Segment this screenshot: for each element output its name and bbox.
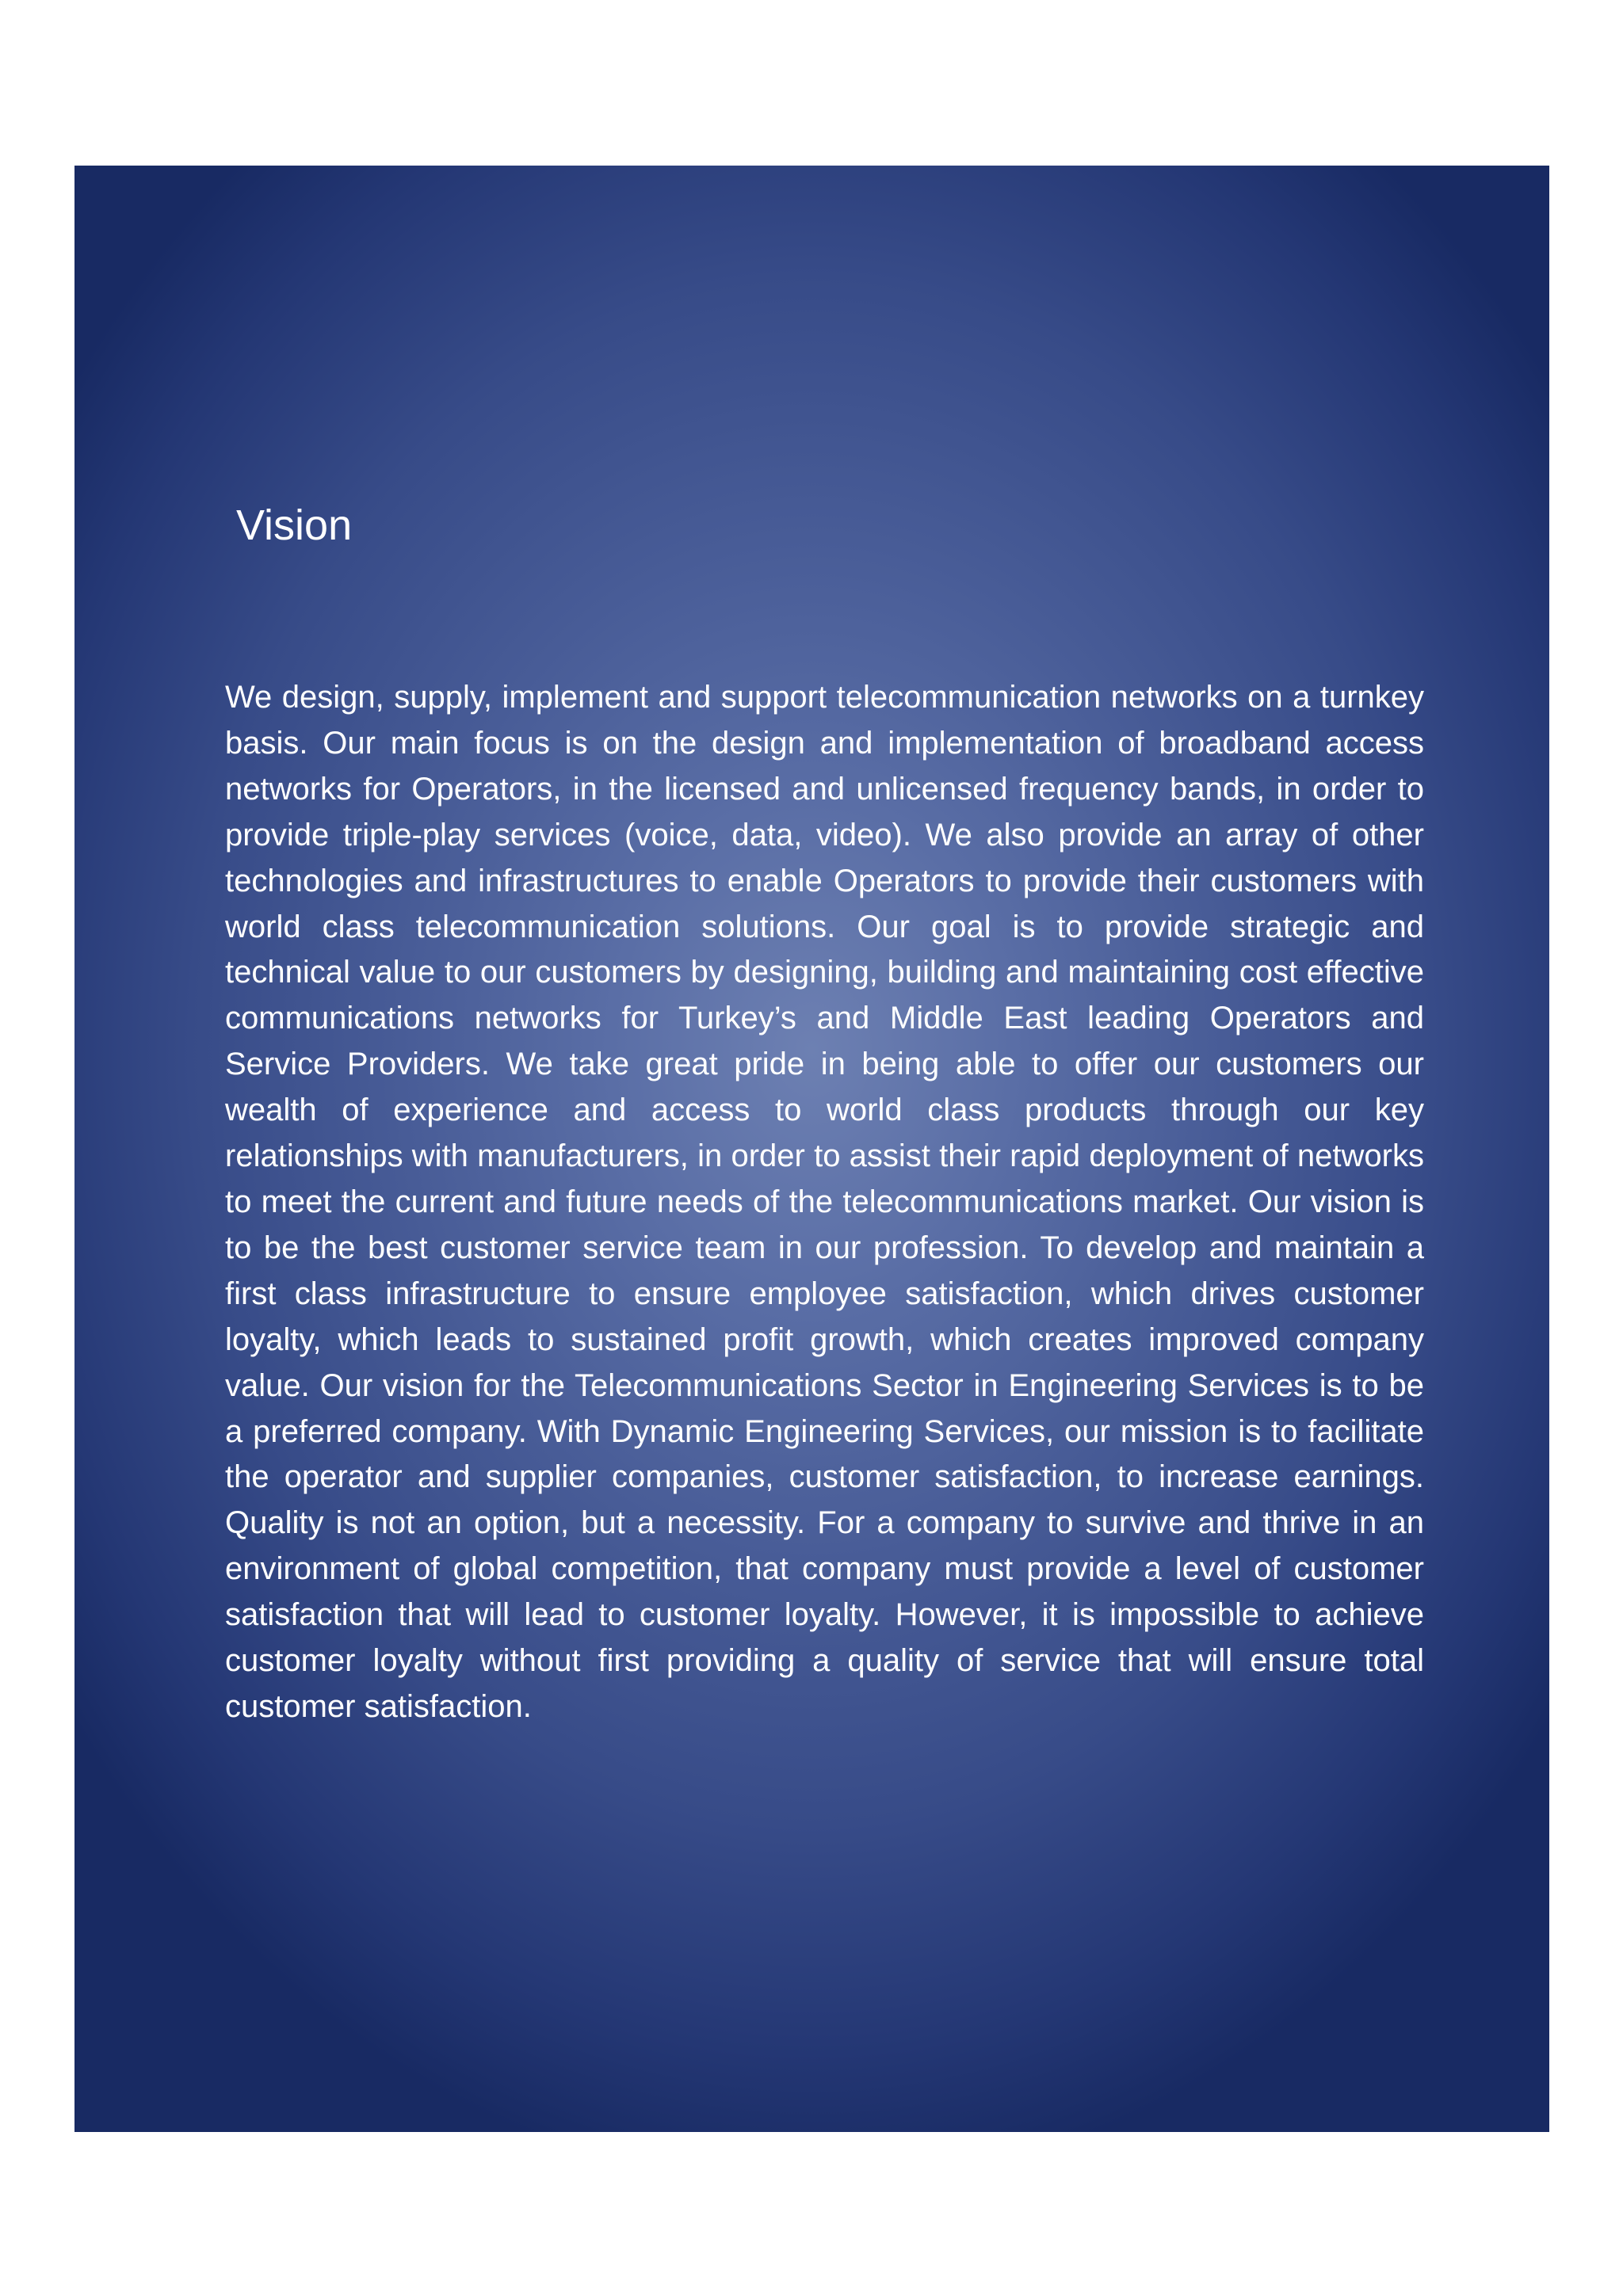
vision-body-text: We design, supply, implement and support telecommunication networks on a turnkey basis. Our main focus is on the design and implementation of broadband access networks for Operators, in the licensed and unlicensed frequency bands, in order to provide triple-play services (voice, data, video). We also provide an array of other technologies and infrastructures to enable Operators to provide their customers with world class telecommunication solutions. Our goal is to provide strategic and technical value to our customers by designing, building and maintaining cost effective communications networks for Turkey’s and Middle East leading Operators and Service Providers. We take great pride in being able to offer our customers our wealth of experience and access to world class products through our key relationships with manufacturers, in order to assist their rapid deployment of networks to meet the current and future needs of the telecommunications market. Our vision is to be the best customer service team in our profession. To develop and maintain a first class infrastructure to ensure employee satisfaction, which drives customer loyalty, which leads to sustained profit growth, which creates improved company value. Our vision for the Telecommunications Sector in Engineering Services is to be a preferred company. With Dynamic Engineering Services, our mission is to facilitate the operator and supplier companies, customer satisfaction, to increase earnings. Quality is not an option, but a necessity. For a company to survive and thrive in an environment of global competition, that company must provide a level of customer satisfaction that will lead to customer loyalty. However, it is impossible to achieve customer loyalty without first providing a quality of service that will ensure total customer satisfaction. bbox=[225, 680, 1424, 1724]
page-title: Vision bbox=[236, 502, 353, 549]
vision-panel bbox=[74, 166, 1549, 2132]
